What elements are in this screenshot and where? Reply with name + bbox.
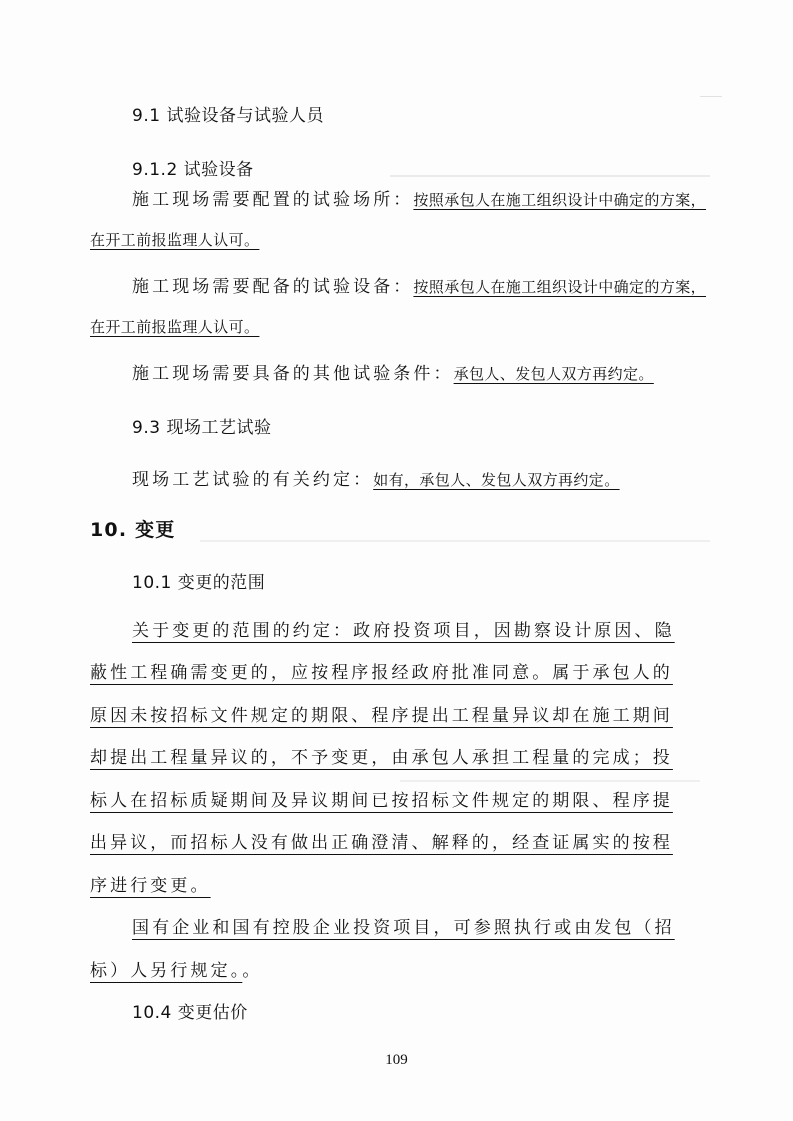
page-number: 109 bbox=[385, 1052, 408, 1068]
chapter-heading: 10. 变更 bbox=[90, 519, 176, 541]
venue-value-cont: 在开工前报监理人认可。 bbox=[90, 231, 260, 249]
equipment-value: 按照承包人在施工组织设计中确定的方案， bbox=[413, 278, 707, 296]
paragraph-line: 关于变更的范围的约定：政府投资项目，因勘察设计原因、隐 bbox=[132, 621, 675, 641]
venue-line-cont bbox=[90, 229, 259, 250]
paragraph-line: 标）人另行规定。 bbox=[90, 961, 243, 981]
paragraph-line: 原因未按招标文件规定的期限、程序提出工程量异议却在施工期间 bbox=[90, 706, 673, 726]
paragraph-line: 出异议，而招标人没有做出正确澄清、解释的，经查证属实的按程 bbox=[90, 833, 673, 853]
bleed-through-mark bbox=[700, 86, 722, 97]
other-conditions-label: 施工现场需要具备的其他试验条件： bbox=[132, 364, 454, 384]
equipment-value-cont: 在开工前报监理人认可。 bbox=[90, 318, 260, 336]
paragraph-period: 。 bbox=[242, 961, 263, 981]
subsection-heading: 9.1.2 试验设备 bbox=[132, 160, 254, 180]
equipment-label: 施工现场需要配备的试验设备： bbox=[132, 277, 414, 297]
paragraph-line: 国有企业和国有控股企业投资项目，可参照执行或由发包（招 bbox=[132, 918, 675, 938]
other-conditions-line bbox=[132, 359, 654, 384]
paragraph-line: 标人在招标质疑期间及异议期间已按招标文件规定的期限、程序提 bbox=[90, 791, 673, 811]
equipment-line bbox=[132, 272, 706, 297]
venue-value: 按照承包人在施工组织设计中确定的方案， bbox=[413, 191, 707, 209]
bleed-through-line bbox=[400, 780, 700, 782]
paragraph-line: 序进行变更。 bbox=[90, 876, 211, 896]
paragraph-line-end bbox=[90, 956, 262, 981]
process-test-value: 如有，承包人、发包人双方再约定。 bbox=[373, 471, 620, 489]
paragraph-line: 却提出工程量异议的，不予变更，由承包人承担工程量的完成；投 bbox=[90, 748, 673, 768]
section-heading: 9.1 试验设备与试验人员 bbox=[132, 106, 324, 126]
process-test-line bbox=[132, 465, 620, 490]
venue-label: 施工现场需要配置的试验场所： bbox=[132, 190, 414, 210]
section-heading: 10.4 变更估价 bbox=[132, 1003, 248, 1023]
other-conditions-value: 承包人、发包人双方再约定。 bbox=[453, 365, 654, 383]
bleed-through-line bbox=[390, 175, 710, 177]
process-test-label: 现场工艺试验的有关约定： bbox=[132, 470, 374, 490]
bleed-through-line bbox=[200, 540, 710, 542]
equipment-line-cont bbox=[90, 316, 259, 337]
section-heading: 10.1 变更的范围 bbox=[132, 573, 266, 593]
venue-line bbox=[132, 185, 706, 210]
section-heading: 9.3 现场工艺试验 bbox=[132, 418, 272, 438]
paragraph-line: 蔽性工程确需变更的，应按程序报经政府批准同意。属于承包人的 bbox=[90, 663, 673, 683]
